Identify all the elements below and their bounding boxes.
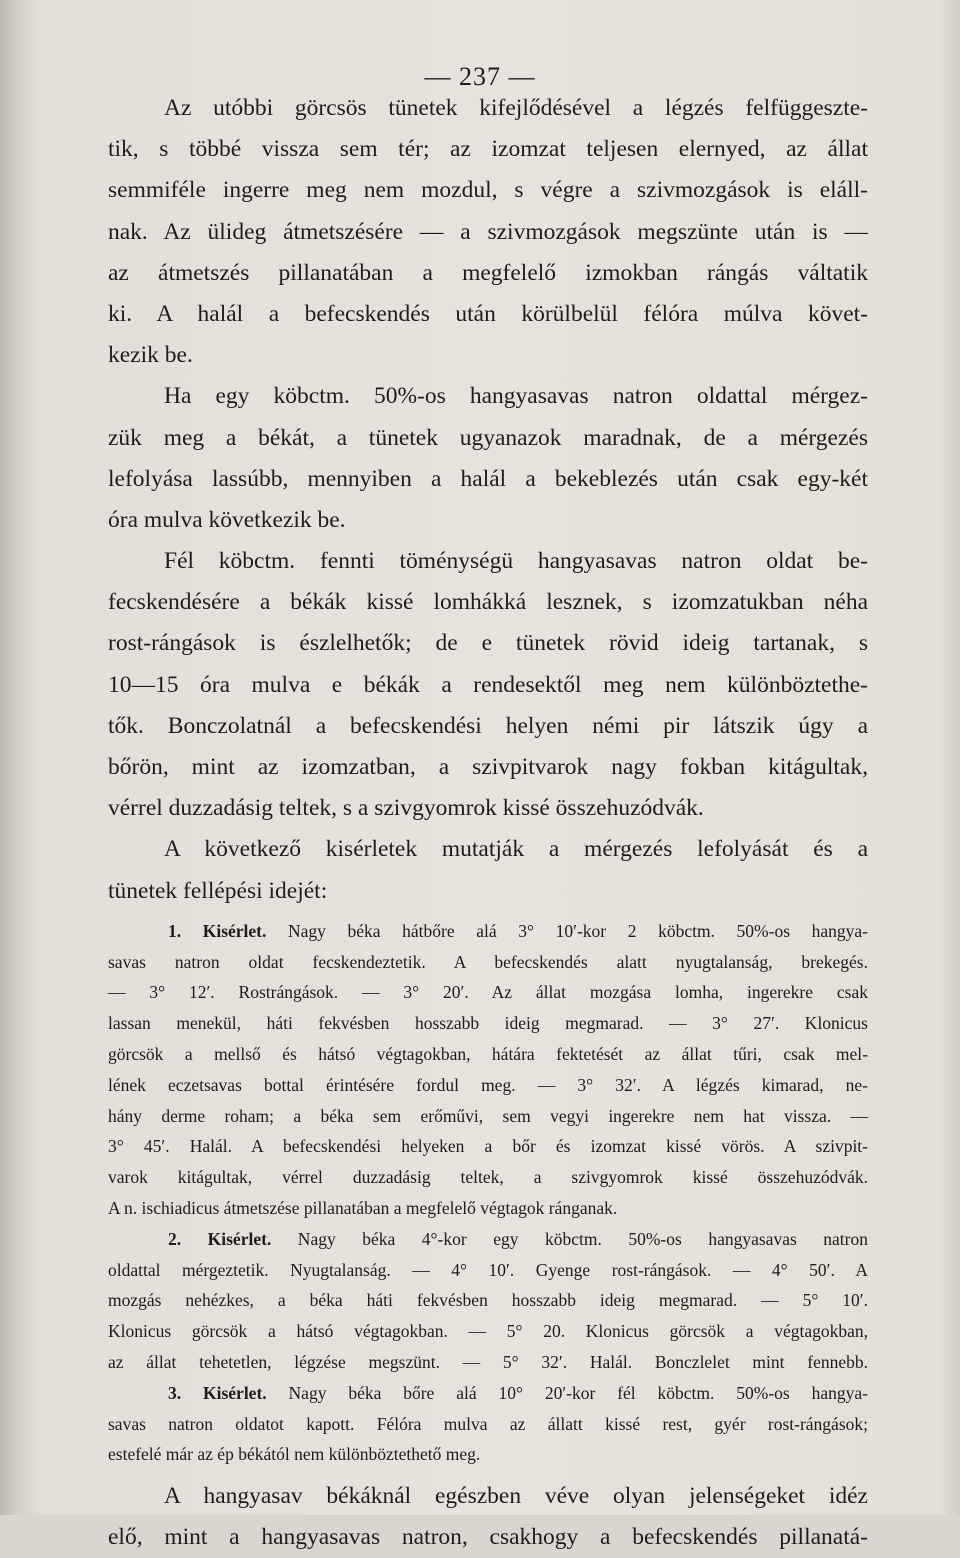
text-line: nak. Az ülideg átmetszésére — a szivmozgások megszünte után is — — [108, 218, 868, 245]
text-line: Az utóbbi görcsös tünetek kifejlődésével a légzés felfüggeszte- — [164, 95, 868, 121]
text-line: óra mulva következik be. — [108, 506, 346, 533]
text-line: A hangyasav békáknál egészben véve olyan jelenségeket idéz — [164, 1483, 868, 1510]
text-line: fecskendésére a békák kissé lomhákká lesznek, s izomzatukban néha — [108, 589, 868, 616]
text-line: az állat tehetetlen, légzése megszünt. — 5° 32′. Halál. Bonczlelet mint fennebb. — [108, 1351, 868, 1372]
text-line: zük meg a békát, a tünetek ugyanazok maradnak, de a mérgezés — [108, 424, 868, 451]
text-line: tők. Bonczolatnál a befecskendési helyen némi pir látszik úgy a — [108, 712, 868, 739]
text-line: Klonicus görcsök a hátsó végtagokban. — 5° 20. Klonicus görcsök a végtagokban, — [108, 1321, 868, 1342]
text-line: vérrel duzzadásig teltek, s a szivgyomrok kissé összehuzódvák. — [108, 795, 704, 822]
paragraph-1 — [108, 88, 868, 376]
text-line: oldattal mérgeztetik. Nyugtalanság. — 4° 10′. Gyenge rost-rángások. — 4° 50′. A — [108, 1259, 868, 1280]
text-line: lefolyása lassúbb, mennyiben a halál a bekeblezés után csak egy-két — [108, 465, 868, 492]
experiment-label: 2. Kisérlet. — [168, 1228, 272, 1249]
text-line: kezik be. — [108, 342, 193, 369]
text-line: görcsök a mellső és hátsó végtagokban, hátára fektetését az állat tűri, csak mel- — [108, 1043, 868, 1064]
text-line: savas natron oldatot kapott. Félóra mulva az állatt kissé rest, gyér rost-rángások; — [108, 1413, 868, 1434]
text-line: A n. ischiadicus átmetszése pillanatában a megfelelő végtagok ránganak. — [108, 1197, 618, 1218]
text-line: — 3° 12′. Rostrángások. — 3° 20′. Az állat mozgása lomha, ingerekre csak — [108, 982, 868, 1003]
page-number: — 237 — — [424, 62, 536, 91]
text-line: ki. A halál a befecskendés után körülbelül félóra múlva követ- — [108, 300, 868, 327]
text-line: rost-rángások is észlelhetők; de e tünetek rövid ideig tartanak, s — [108, 630, 868, 657]
paragraph-3 — [108, 541, 868, 829]
experiment-text: Nagy béka 4°-kor egy köbctm. 50%-os hangyasavas natron — [271, 1228, 868, 1249]
experiment-2 — [108, 1224, 868, 1378]
text-line: Fél köbctm. fennti töménységü hangyasavas natron oldat be- — [164, 548, 868, 575]
text-line: A következő kisérletek mutatják a mérgezés lefolyását és a — [164, 836, 868, 863]
experiment-label: 1. Kisérlet. — [168, 920, 267, 941]
experiment-text: Nagy béka hátbőre alá 3° 10′-kor 2 köbctm. 50%-os hangya- — [266, 920, 868, 941]
text-line: Ha egy köbctm. 50%-os hangyasavas natron oldattal mérgez- — [164, 383, 868, 410]
closing-paragraph — [108, 1476, 868, 1558]
paragraph-4 — [108, 829, 868, 911]
experiment-first-line — [108, 916, 868, 947]
text-line: 3° 45′. Halál. A befecskendési helyeken a bőr és izomzat kissé vörös. A szivpit- — [108, 1136, 868, 1157]
text-line: lének eczetsavas bottal érintésére fordul meg. — 3° 32′. A légzés kimarad, ne- — [108, 1074, 868, 1095]
text-line: 10—15 óra mulva e békák a rendesektől meg nem különböztethe- — [108, 671, 868, 698]
text-line: savas natron oldat fecskendeztetik. A befecskendés alatt nyugtalanság, brekegés. — [108, 951, 868, 972]
experiment-first-line — [108, 1378, 868, 1409]
experiment-text: Nagy béka bőre alá 10° 20′-kor fél köbctm. 50%-os hangya- — [266, 1382, 868, 1403]
text-line: varok kitágultak, vérrel duzzadásig teltek, a szivgyomrok kissé összehuzódvák. — [108, 1167, 868, 1188]
text-line: tik, s többé vissza sem tér; az izomzat teljesen elernyed, az állat — [108, 136, 868, 163]
text-line: az átmetszés pillanatában a megfelelő izmokban rángás váltatik — [108, 259, 868, 286]
text-line: lassan menekül, háti fekvésben hosszabb ideig megmarad. — 3° 27′. Klonicus — [108, 1013, 868, 1034]
text-line: tünetek fellépési idejét: — [108, 877, 328, 904]
experiment-label: 3. Kisérlet. — [168, 1382, 267, 1403]
text-line: hány derme roham; a béka sem erőművi, sem vegyi ingerekre nem hat vissza. — — [108, 1105, 868, 1126]
text-line: elő, mint a hangyasavas natron, csakhogy a befecskendés pillanatá- — [108, 1524, 868, 1551]
text-line: mozgás nehézkes, a béka háti fekvésben hosszabb ideig megmarad. — 5° 10′. — [108, 1290, 868, 1311]
text-line: bőrön, mint az izomzatban, a szivpitvarok nagy fokban kitágultak, — [108, 754, 868, 780]
paragraph-2 — [108, 376, 868, 541]
experiment-first-line — [108, 1224, 868, 1255]
text-line: estefelé már az ép békától nem különböztethető meg. — [108, 1444, 481, 1465]
text-line: semmiféle ingerre meg nem mozdul, s végre a szivmozgások is eláll- — [108, 177, 868, 204]
experiment-1 — [108, 916, 868, 1224]
text-body — [108, 88, 868, 1558]
experiment-3 — [108, 1378, 868, 1470]
